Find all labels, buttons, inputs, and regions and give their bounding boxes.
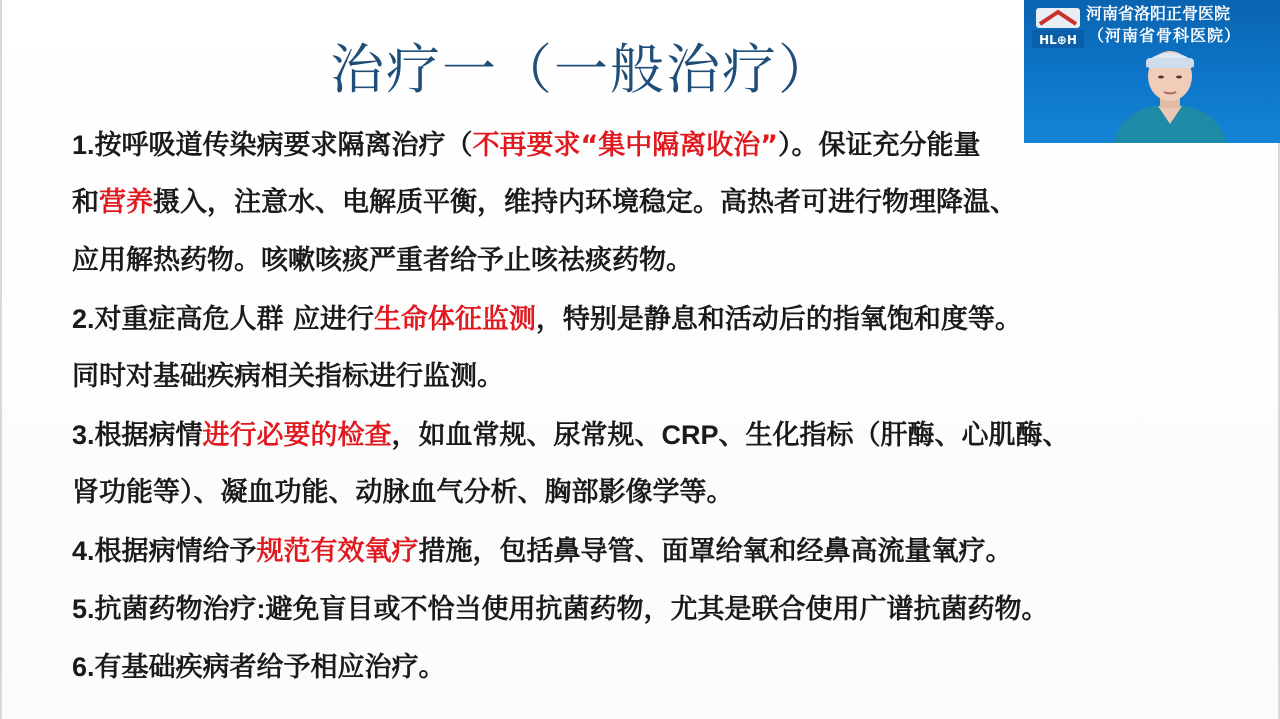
slide-line (72, 464, 1242, 522)
highlight-text: 规范有效氧疗 (256, 536, 419, 567)
slide-line (72, 290, 1242, 348)
line-text: 避免盲目或不恰当使用抗菌药物，尤其是联合使用广谱抗菌药物。 (265, 594, 1049, 625)
line-text: 同时对基础疾病相关指标进行监测。 (72, 361, 504, 392)
line-text: 3. (72, 420, 95, 450)
line-text: 根据病情给予 (94, 536, 257, 567)
line-text: 应用解热药物。咳嗽咳痰严重者给予止咳祛痰药物。 (72, 245, 693, 276)
line-text: 和 (72, 187, 99, 218)
logo-text: HL⊕H (1039, 33, 1077, 47)
line-text: 根据病情 (94, 420, 203, 451)
line-text: 抗菌药物治疗 (94, 594, 257, 625)
slide-line (72, 406, 1242, 464)
slide-line (72, 174, 1242, 232)
slide-content (72, 116, 1242, 696)
highlight-text: 营养 (99, 187, 153, 218)
slide-title: 治疗一（一般治疗） (330, 38, 834, 101)
line-text: ，如血常规、尿常规、 (391, 420, 662, 451)
highlight-text: 生命体征监测 (373, 304, 536, 335)
presenter-webcam (1024, 0, 1280, 143)
line-text: 有基础疾病者给予相应治疗。 (94, 652, 446, 683)
line-text: : (256, 594, 266, 624)
line-text: 、生化指标（肝酶、心肌酶、 (718, 420, 1070, 451)
highlight-text: 进行必要的检查 (202, 420, 392, 451)
hospital-logo-icon (1032, 6, 1084, 48)
slide-line (72, 522, 1242, 580)
slide-line (72, 348, 1242, 406)
line-text: 6. (72, 652, 95, 682)
slide-line (72, 232, 1242, 290)
presenter-video (1110, 40, 1230, 143)
line-text: 肾功能等）、凝血功能、动脉血气分析、胸部影像学等。 (72, 477, 734, 508)
line-text: 2. (72, 304, 95, 334)
line-text: ）。保证充分能量 (778, 130, 981, 161)
line-text: CRP (661, 420, 719, 450)
slide-line (72, 638, 1242, 696)
line-text: 摄入，注意水、电解质平衡，维持内环境稳定。高热者可进行物理降温、 (153, 187, 1017, 218)
highlight-text: 不再要求“集中隔离收治” (472, 130, 779, 161)
line-text: 按呼吸道传染病要求隔离治疗（ (94, 130, 473, 161)
hospital-name-line2: （河南省骨科医院） (1088, 26, 1242, 45)
line-text: 4. (72, 536, 95, 566)
line-text: 5. (72, 594, 95, 624)
line-text: 措施，包括鼻导管、面罩给氧和经鼻高流量氧疗。 (418, 536, 1013, 567)
hospital-name-line1: 河南省洛阳正骨医院 (1086, 4, 1231, 23)
line-text: 对重症高危人群 应进行 (94, 304, 374, 335)
line-text: 1. (72, 130, 95, 160)
line-text: ，特别是静息和活动后的指氧饱和度等。 (535, 304, 1022, 335)
slide-line (72, 580, 1242, 638)
